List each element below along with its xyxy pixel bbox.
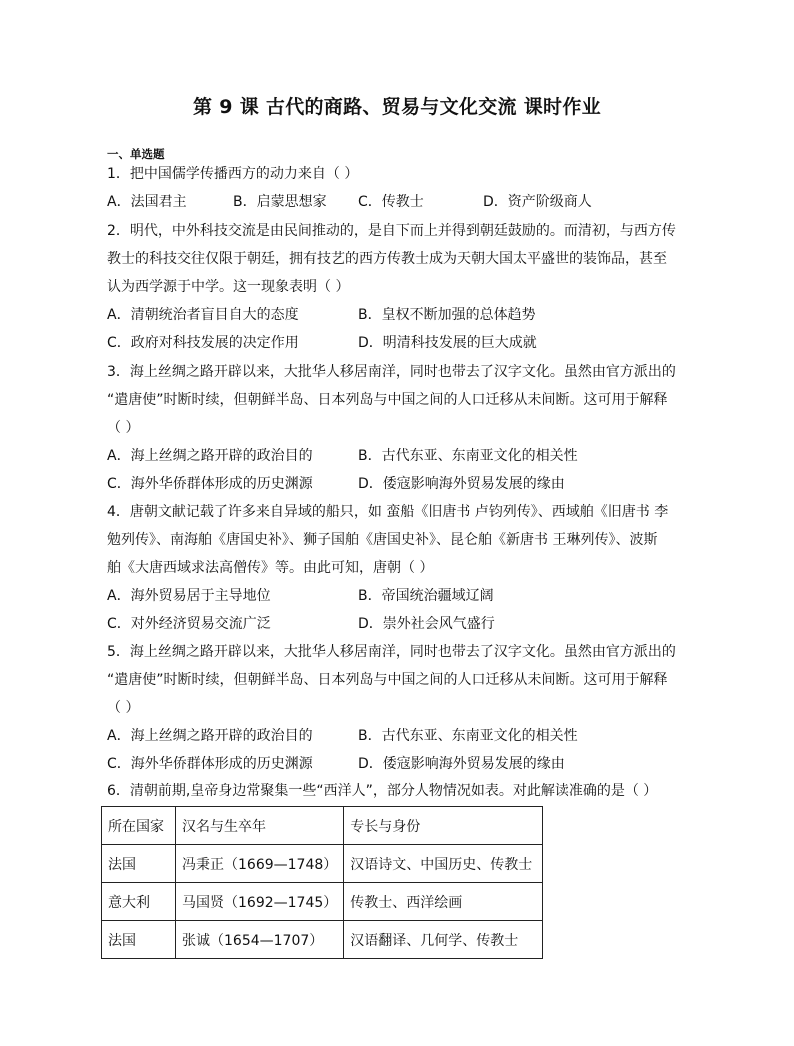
table-cell: 法国 — [102, 845, 176, 883]
table-cell: 张诚（1654—1707） — [176, 921, 344, 959]
table-cell: 马国贤（1692—1745） — [176, 883, 344, 921]
table-header-cell: 汉名与生卒年 — [176, 807, 344, 845]
table-header-cell: 所在国家 — [102, 807, 176, 845]
q5-stem-line-1: 5．海上丝绸之路开辟以来，大批华人移居南洋，同时也带去了汉字文化。虽然由官方派出的 — [107, 644, 676, 660]
q2-option-d: D．明清科技发展的巨大成就 — [358, 335, 537, 351]
q1-stem: 1．把中国儒学传播西方的动力来自（ ） — [107, 166, 359, 182]
q5-option-b: B．古代东亚、东南亚文化的相关性 — [358, 728, 578, 744]
q4-option-d: D．崇外社会风气盛行 — [358, 616, 495, 632]
page-title: 第 9 课 古代的商路、贸易与文化交流 课时作业 — [193, 96, 601, 118]
q6-stem: 6．清朝前期,皇帝身边常聚集一些“西洋人”，部分人物情况如表。对此解读准确的是（ ） — [107, 783, 658, 799]
table-header-cell: 专长与身份 — [344, 807, 543, 845]
table-cell: 法国 — [102, 921, 176, 959]
table-cell: 传教士、西洋绘画 — [344, 883, 543, 921]
q5-stem-line-3: （ ） — [107, 700, 140, 716]
q3-option-d: D．倭寇影响海外贸易发展的缘由 — [358, 476, 565, 492]
q3-stem-line-2: “遣唐使”时断时续，但朝鲜半岛、日本列岛与中国之间的人口迁移从未间断。这可用于解释 — [107, 392, 668, 408]
q5-stem-line-2: “遣唐使”时断时续，但朝鲜半岛、日本列岛与中国之间的人口迁移从未间断。这可用于解释 — [107, 672, 668, 688]
q4-stem-line-3: 舶《大唐西域求法高僧传》等。由此可知，唐朝（ ） — [107, 560, 434, 576]
q4-option-b: B．帝国统治疆域辽阔 — [358, 588, 494, 604]
q4-stem-line-1: 4．唐朝文献记载了许多来自异域的船只，如 蛮船《旧唐书 卢钧列传》、西域舶《旧唐书 李 — [107, 504, 669, 520]
q3-option-b: B．古代东亚、东南亚文化的相关性 — [358, 448, 578, 464]
q3-stem-line-1: 3．海上丝绸之路开辟以来，大批华人移居南洋，同时也带去了汉字文化。虽然由官方派出的 — [107, 364, 676, 380]
q1-option-b: B．启蒙思想家 — [233, 194, 327, 210]
table-row — [102, 921, 543, 959]
q2-stem-line-1: 2．明代，中外科技交流是由民间推动的，是自下而上并得到朝廷鼓励的。而清初，与西方传 — [107, 223, 676, 239]
q5-option-c: C．海外华侨群体形成的历史渊源 — [107, 756, 313, 772]
table-row — [102, 845, 543, 883]
missionary-table — [101, 806, 543, 959]
table-cell: 汉语翻译、几何学、传教士 — [344, 921, 543, 959]
section-heading: 一、单选题 — [107, 147, 165, 161]
q5-option-d: D．倭寇影响海外贸易发展的缘由 — [358, 756, 565, 772]
q4-option-a: A．海外贸易居于主导地位 — [107, 588, 271, 604]
table-cell: 意大利 — [102, 883, 176, 921]
q3-stem-line-3: （ ） — [107, 420, 140, 436]
q1-option-a: A．法国君主 — [107, 194, 187, 210]
q1-option-d: D．资产阶级商人 — [483, 194, 592, 210]
q3-option-c: C．海外华侨群体形成的历史渊源 — [107, 476, 313, 492]
table-cell: 冯秉正（1669—1748） — [176, 845, 344, 883]
q2-stem-line-2: 教士的科技交往仅限于朝廷，拥有技艺的西方传教士成为天朝大国太平盛世的装饰品，甚至 — [107, 251, 667, 267]
q3-option-a: A．海上丝绸之路开辟的政治目的 — [107, 448, 313, 464]
table-cell: 汉语诗文、中国历史、传教士 — [344, 845, 543, 883]
q2-option-b: B．皇权不断加强的总体趋势 — [358, 307, 536, 323]
q2-stem-line-3: 认为西学源于中学。这一现象表明（ ） — [107, 279, 350, 295]
q5-option-a: A．海上丝绸之路开辟的政治目的 — [107, 728, 313, 744]
q4-stem-line-2: 勉列传》、南海舶《唐国史补》、狮子国舶《唐国史补》、昆仑舶《新唐书 王琳列传》、波斯 — [107, 532, 658, 548]
table-row — [102, 883, 543, 921]
q1-option-c: C．传教士 — [358, 194, 424, 210]
q4-option-c: C．对外经济贸易交流广泛 — [107, 616, 271, 632]
q2-option-a: A．清朝统治者盲目自大的态度 — [107, 307, 299, 323]
table-header-row — [102, 807, 543, 845]
q2-option-c: C．政府对科技发展的决定作用 — [107, 335, 299, 351]
